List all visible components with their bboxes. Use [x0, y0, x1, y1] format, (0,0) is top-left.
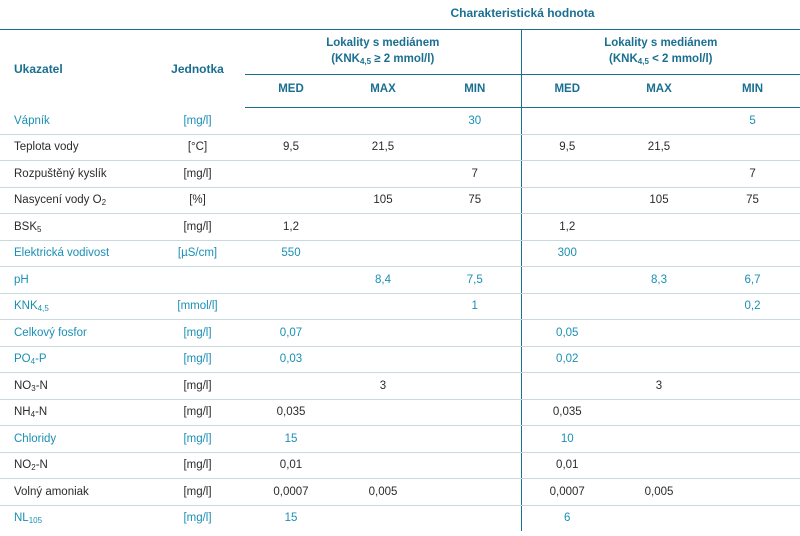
row-indicator-name: pH [0, 267, 150, 294]
row-value-med-group1 [245, 373, 337, 400]
row-indicator-name: $KNK_{4,5}$ [0, 293, 150, 320]
row-unit: [%] [150, 187, 245, 214]
row-value-max-group1 [337, 426, 429, 453]
row-value-min-group2: 6,7 [705, 267, 800, 294]
row-value-max-group1 [337, 505, 429, 531]
row-value-max-group1: 21,5 [337, 134, 429, 161]
row-value-med-group1: 15 [245, 426, 337, 453]
header-spacer-unit [150, 0, 245, 30]
row-value-min-group2 [705, 214, 800, 241]
table-row [0, 293, 800, 320]
row-unit: [mg/l] [150, 373, 245, 400]
header-row-groups [0, 30, 800, 75]
row-indicator-name: $NO_2-N$ [0, 452, 150, 479]
row-value-med-group1 [245, 187, 337, 214]
row-value-min-group2: 5 [705, 108, 800, 135]
row-value-max-group1 [337, 399, 429, 426]
row-value-max-group1 [337, 214, 429, 241]
row-value-min-group1: 30 [429, 108, 521, 135]
row-value-med-group2 [521, 293, 613, 320]
row-value-med-group1: 550 [245, 240, 337, 267]
row-value-med-group2: 300 [521, 240, 613, 267]
header-sub-min-group2: MIN [705, 75, 800, 108]
table-row [0, 505, 800, 531]
table-row [0, 479, 800, 506]
row-indicator-name: Vápník [0, 108, 150, 135]
row-value-max-group1 [337, 240, 429, 267]
header-row-title [0, 0, 800, 30]
row-value-med-group2: 1,2 [521, 214, 613, 241]
row-value-min-group1 [429, 399, 521, 426]
row-value-min-group1 [429, 134, 521, 161]
row-value-max-group1 [337, 320, 429, 347]
header-group-high-knk [245, 30, 521, 75]
row-unit: [mg/l] [150, 161, 245, 188]
row-value-med-group2: 10 [521, 426, 613, 453]
row-value-max-group2: 0,005 [613, 479, 705, 506]
row-indicator-name: Celkový fosfor [0, 320, 150, 347]
row-indicator-name: $NO_3-N$ [0, 373, 150, 400]
row-value-max-group2 [613, 108, 705, 135]
row-value-max-group2 [613, 240, 705, 267]
row-value-min-group1 [429, 426, 521, 453]
row-value-med-group1 [245, 267, 337, 294]
row-value-max-group2: 21,5 [613, 134, 705, 161]
row-value-med-group1 [245, 108, 337, 135]
row-value-min-group2 [705, 373, 800, 400]
row-indicator-name: Rozpuštěný kyslík [0, 161, 150, 188]
row-value-med-group2: 6 [521, 505, 613, 531]
row-value-med-group2 [521, 108, 613, 135]
row-value-max-group2: 3 [613, 373, 705, 400]
row-value-min-group1: 7 [429, 161, 521, 188]
row-value-max-group1 [337, 161, 429, 188]
row-value-max-group1: 3 [337, 373, 429, 400]
row-value-min-group2 [705, 452, 800, 479]
row-value-min-group2 [705, 134, 800, 161]
row-value-med-group1: 0,035 [245, 399, 337, 426]
table-row [0, 134, 800, 161]
row-unit: [mg/l] [183, 512, 212, 525]
row-value-med-group1: 0,01 [245, 452, 337, 479]
row-value-max-group1 [337, 108, 429, 135]
row-value-min-group2 [705, 399, 800, 426]
row-unit: [mg/l] [150, 108, 245, 135]
row-value-max-group2 [613, 505, 705, 531]
row-value-max-group2: 8,3 [613, 267, 705, 294]
header-col-ukazatel: Ukazatel [14, 61, 63, 76]
row-value-max-group2 [613, 452, 705, 479]
row-value-med-group2: 9,5 [521, 134, 613, 161]
row-value-min-group1: 75 [429, 187, 521, 214]
table-row [0, 267, 800, 294]
row-unit: [µS/cm] [150, 240, 245, 267]
table-row [0, 161, 800, 188]
row-unit: [mg/l] [150, 346, 245, 373]
table-row [0, 346, 800, 373]
row-indicator-name: Volný amoniak [0, 479, 150, 506]
row-value-min-group1: 1 [429, 293, 521, 320]
header-characteristic-value: Charakteristická hodnota [245, 0, 800, 30]
row-value-med-group2 [521, 187, 613, 214]
row-indicator-name: Teplota vody [0, 134, 150, 161]
row-indicator-name: $BSK_5$ [0, 214, 150, 241]
table-row [0, 452, 800, 479]
row-unit: [mg/l] [150, 479, 245, 506]
row-value-med-group2: 0,02 [521, 346, 613, 373]
table-row [0, 214, 800, 241]
row-indicator-name: $NH_4-N$ [0, 399, 150, 426]
row-value-med-group2: 0,035 [521, 399, 613, 426]
row-indicator-name: Chloridy [0, 426, 150, 453]
table-row [0, 320, 800, 347]
row-value-min-group2 [705, 505, 800, 531]
header-sub-max-group2: MAX [613, 75, 705, 108]
row-value-med-group1: 15 [284, 512, 298, 525]
header-group2-line1: Lokality s mediánem [604, 37, 718, 49]
row-value-max-group2 [613, 161, 705, 188]
row-value-min-group1 [429, 346, 521, 373]
row-value-med-group1 [245, 161, 337, 188]
row-value-max-group1: 0,005 [337, 479, 429, 506]
row-value-max-group1: 105 [337, 187, 429, 214]
header-sub-min-group1: MIN [429, 75, 521, 108]
row-value-max-group2 [613, 399, 705, 426]
table-row [0, 426, 800, 453]
row-unit: [mg/l] [150, 452, 245, 479]
header-group1-line2: ($KNK_{4,5} \ge 2$ mmol/l) [331, 52, 435, 66]
row-value-max-group2 [613, 320, 705, 347]
header-group-low-knk [521, 30, 800, 75]
row-value-min-group2: 0,2 [705, 293, 800, 320]
table-row [0, 108, 800, 135]
row-value-max-group2 [613, 346, 705, 373]
row-value-med-group2 [521, 373, 613, 400]
row-value-med-group1: 0,03 [245, 346, 337, 373]
row-value-max-group2 [613, 214, 705, 241]
row-unit: [mg/l] [150, 214, 245, 241]
header-spacer-left [0, 0, 150, 30]
row-unit: [°C] [150, 134, 245, 161]
row-value-max-group1 [337, 346, 429, 373]
row-value-min-group2 [705, 479, 800, 506]
row-unit: [mg/l] [150, 399, 245, 426]
row-value-min-group2: 75 [705, 187, 800, 214]
row-indicator-name: Elektrická vodivost [0, 240, 150, 267]
header-sub-max-group1: MAX [337, 75, 429, 108]
header-sub-med-group2: MED [521, 75, 613, 108]
row-value-med-group2: 0,0007 [521, 479, 613, 506]
row-value-min-group1 [429, 240, 521, 267]
row-value-max-group1 [337, 452, 429, 479]
row-value-min-group1 [429, 505, 521, 531]
row-value-med-group1: 1,2 [245, 214, 337, 241]
row-value-max-group2 [613, 426, 705, 453]
row-value-min-group2 [705, 240, 800, 267]
row-value-med-group1: 0,0007 [245, 479, 337, 506]
row-unit [150, 267, 245, 294]
row-value-med-group2: 0,01 [521, 452, 613, 479]
row-value-min-group2 [705, 346, 800, 373]
row-value-med-group1: 9,5 [245, 134, 337, 161]
row-value-max-group1 [337, 293, 429, 320]
row-value-max-group2 [613, 293, 705, 320]
row-value-max-group1: 8,4 [337, 267, 429, 294]
row-value-med-group2: 0,05 [521, 320, 613, 347]
header-col-jednotka: Jednotka [171, 61, 224, 76]
row-value-min-group1: 7,5 [429, 267, 521, 294]
row-indicator-name: $PO_4-P$ [0, 346, 150, 373]
row-unit: [mg/l] [150, 320, 245, 347]
row-value-min-group1 [429, 479, 521, 506]
header-sub-med-group1: MED [245, 75, 337, 108]
row-value-min-group1 [429, 214, 521, 241]
row-value-min-group2: 7 [705, 161, 800, 188]
row-unit: [mg/l] [150, 426, 245, 453]
row-value-min-group1 [429, 373, 521, 400]
table-body [0, 108, 800, 532]
row-value-med-group2 [521, 267, 613, 294]
table-header [0, 0, 800, 108]
row-value-med-group1 [245, 293, 337, 320]
row-unit: [mmol/l] [150, 293, 245, 320]
table-row [0, 240, 800, 267]
row-value-med-group2 [521, 161, 613, 188]
table-row [0, 373, 800, 400]
row-indicator-name: Nasycení vody $O_2$ [0, 187, 150, 214]
row-value-min-group2 [705, 426, 800, 453]
row-indicator-name: $NL_{105}$ [14, 512, 43, 526]
row-value-min-group1 [429, 320, 521, 347]
row-value-med-group1: 0,07 [245, 320, 337, 347]
row-value-min-group2 [705, 320, 800, 347]
header-group1-line1: Lokality s mediánem [326, 37, 440, 49]
row-value-min-group1 [429, 452, 521, 479]
row-value-max-group2: 105 [613, 187, 705, 214]
table-row [0, 187, 800, 214]
header-group2-line2: ($KNK_{4,5} < 2$ mmol/l) [609, 52, 713, 66]
table-row [0, 399, 800, 426]
